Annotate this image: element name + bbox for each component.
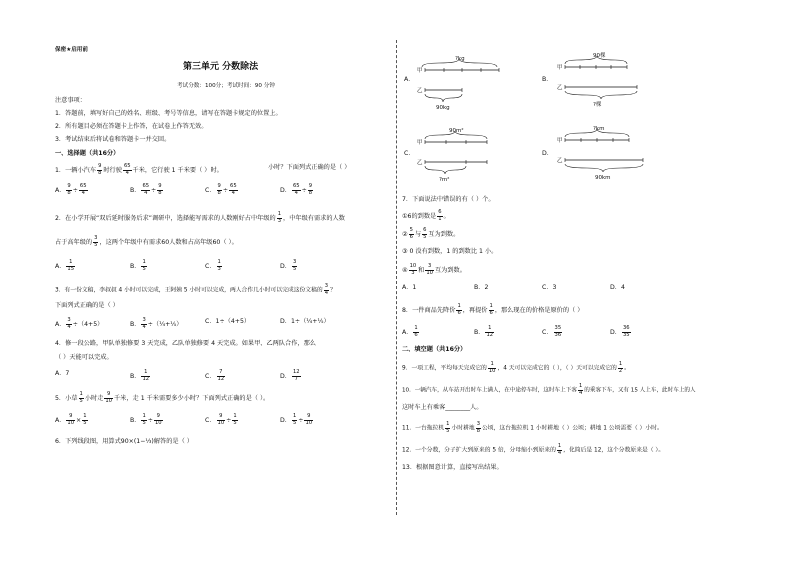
right-column <box>402 0 747 562</box>
q2-option-b[interactable]: B． $\frac{1}{5}$ <box>130 259 146 272</box>
svg-text:甲: 甲 <box>417 140 423 146</box>
q8-stem: 8．一件商品先降价 $\frac{1}{6}$ ，再提价 $\frac{1}{6}$ ，那么现在的价格是原价的（ ） <box>402 303 584 316</box>
svg-text:90kg: 90kg <box>436 105 450 111</box>
q1-option-b[interactable]: B． $\frac{65}{4}$ ÷ $\frac{9}{8}$ <box>130 183 162 196</box>
diagram-b <box>557 52 647 114</box>
q10-line2: 这时车上有乘客________人。 <box>402 404 483 411</box>
q1-stem: 1．一辆小汽车 $\frac{9}{8}$ 时行驶 $\frac{65}{4}$ 千米，它行驶 1 千米要（ ）时。 <box>55 163 223 176</box>
q1-option-d[interactable]: D． $\frac{65}{4}$ ÷ $\frac{9}{8}$ <box>280 183 313 196</box>
left-column <box>55 0 390 562</box>
q1-post: 小时？下面列式正确的是（ ） <box>268 164 351 171</box>
svg-text:甲: 甲 <box>557 138 563 144</box>
diagram-b-label: B． <box>542 76 553 83</box>
q2-option-a[interactable]: A． $\frac{1}{15}$ <box>55 259 75 272</box>
svg-text:乙: 乙 <box>557 158 563 164</box>
q5-option-a[interactable]: A． $\frac{9}{10}$ × $\frac{1}{5}$ <box>55 413 87 426</box>
q1-option-a[interactable]: A． $\frac{9}{8}$ ÷ $\frac{65}{4}$ <box>55 183 87 196</box>
q2-option-d[interactable]: D． $\frac{3}{5}$ <box>280 259 297 272</box>
q7-statement-2: ② $\frac{5}{6}$ 与 $\frac{6}{5}$ 互为到数。 <box>402 227 460 240</box>
q4-option-b[interactable]: B． $\frac{1}{12}$ <box>130 369 150 382</box>
diagram-d-label: D． <box>542 150 553 157</box>
q3-line2: 下面列式正确的是（ ） <box>55 302 119 309</box>
svg-text:90棵: 90棵 <box>593 53 606 59</box>
q7-option-a[interactable]: A．1 <box>402 284 417 291</box>
svg-text:乙: 乙 <box>557 85 563 91</box>
q7-statement-3: ③ 0 没有到数，1 的到数比 1 小。 <box>402 248 498 255</box>
q5-stem: 5．小草 $\frac{1}{5}$ 小时走 $\frac{9}{10}$ 千米，走 1 千米需要多少小时？下面列式正确的是（ ）。 <box>55 391 270 404</box>
svg-text:?棵: ?棵 <box>593 102 602 108</box>
q1-frac-2: $\frac{65}{4}$ <box>123 163 131 176</box>
svg-text:90km: 90km <box>595 175 611 181</box>
q7-option-c[interactable]: C．3 <box>542 284 557 291</box>
q2-option-c[interactable]: C． $\frac{1}{3}$ <box>205 259 221 272</box>
diagram-a-label: A． <box>404 76 415 83</box>
page-title: 第三单元 分数除法 <box>183 62 259 72</box>
q3-line1: 3．有一份文稿，李叔叔 4 小时可以完成，王阿姨 5 小时可以完成，两人合作几小时可以完成这份文稿的 $\frac{3}{4}$ ？ <box>55 283 336 296</box>
diagram-a <box>417 55 507 117</box>
q5-option-d[interactable]: D． $\frac{1}{5}$ ÷ $\frac{9}{10}$ <box>280 413 313 426</box>
q3-option-a[interactable]: A． $\frac{3}{4}$ ÷（4+5） <box>55 317 104 330</box>
q13-stem: 13．根据图意计算，直接写出结果。 <box>402 464 503 471</box>
q7-statement-4: ④ $\frac{10}{3}$ 和 $\frac{3}{10}$ 互为到数。 <box>402 263 466 276</box>
q5-option-c[interactable]: C． $\frac{9}{10}$ ÷ $\frac{1}{5}$ <box>205 413 237 426</box>
diagram-d <box>557 125 652 187</box>
exam-meta: 考试分数：100分；考试时间：90 分钟 <box>177 83 275 89</box>
svg-text:乙: 乙 <box>417 88 423 94</box>
secret-label: 保密★启用前 <box>55 47 88 53</box>
q4-line2: （ ）天能可以完成。 <box>55 354 113 361</box>
notice-item-2: 2．所有题目必须在答题卡上作答，在试卷上作答无效。 <box>55 123 208 130</box>
svg-text:甲: 甲 <box>557 65 563 71</box>
q4-line1: 4．修一段公路，甲队单独修要 3 天完成，乙队单独修要 4 天完成。如果甲、乙两队合作，那么 <box>55 340 316 347</box>
column-divider <box>396 40 397 515</box>
q4-option-a[interactable]: A．7 <box>55 370 70 377</box>
q12-stem: 12．一个分数，分子扩大到原来的 5 倍，分母缩小到原来的 $\frac{1}{4}$ ，化简后是 12，这个分数原来是（ ）。 <box>402 443 665 456</box>
q1-frac-1: $\frac{9}{8}$ <box>98 163 102 176</box>
q8-option-d[interactable]: D． $\frac{36}{35}$ <box>610 325 630 338</box>
q5-option-b[interactable]: B． $\frac{1}{5}$ ÷ $\frac{9}{10}$ <box>130 413 162 426</box>
q10-line1: 10．一辆汽车，从车站开出时车上满人，在中途停车时，这时车上下客 $\frac{1}{4}$ 的乘客下车，又有 15 人上车，此时车上的人 <box>402 383 696 396</box>
q7-option-b[interactable]: B．2 <box>474 284 489 291</box>
q2-line2: 占于高年级的 $\frac{3}{5}$ ，这两个年级中有需求60人数和占高年级60（ ）。 <box>55 235 238 248</box>
svg-text:?km: ?km <box>593 126 605 132</box>
diagram-c <box>417 127 507 189</box>
q1-option-c[interactable]: C． $\frac{9}{8}$ ÷ $\frac{65}{4}$ <box>205 183 237 196</box>
diagram-c-label: C． <box>404 150 415 157</box>
q7-option-d[interactable]: D．4 <box>610 284 625 291</box>
q11-stem: 11．一台拖拉机 $\frac{1}{5}$ 小时耕地 $\frac{3}{8}$ 公顷，这台拖拉机 1 小时耕地（ ）公顷；耕地 1 公顷需要（ ）小时。 <box>402 421 663 434</box>
section1-heading: 一、选择题（共16分） <box>55 150 120 157</box>
q8-option-c[interactable]: C． $\frac{35}{36}$ <box>542 325 562 338</box>
notice-heading: 注意事项： <box>55 97 86 104</box>
q8-option-a[interactable]: A． $\frac{1}{6}$ <box>402 325 418 338</box>
notice-item-3: 3．考试结束后将试卷和答题卡一并交回。 <box>55 136 171 143</box>
section2-heading: 二、填空题（共16分） <box>402 346 467 353</box>
svg-text:90m²: 90m² <box>449 128 464 134</box>
svg-text:?kg: ?kg <box>455 56 465 62</box>
q7-stem: 7．下面说法中错误的有（ ）个。 <box>402 196 495 203</box>
q6-stem: 6．下列线段图，用算式90×(1−⅓)解答的是（ ） <box>55 438 193 445</box>
q3-option-d[interactable]: D．1÷（¼+⅕） <box>280 318 330 325</box>
q3-option-c[interactable]: C．1÷（4+5） <box>205 318 251 325</box>
q4-option-d[interactable]: D． $\frac{12}{7}$ <box>280 369 300 382</box>
svg-text:乙: 乙 <box>417 160 423 166</box>
q3-option-b[interactable]: B． $\frac{3}{4}$ ÷（¼+⅕） <box>130 317 183 330</box>
svg-text:?m²: ?m² <box>439 177 450 183</box>
q8-option-b[interactable]: B． $\frac{1}{12}$ <box>474 325 494 338</box>
svg-text:甲: 甲 <box>417 68 423 74</box>
notice-item-1: 1．答题前，填写好自己的姓名、班级、考号等信息，请写在答题卡规定的位置上。 <box>55 110 282 117</box>
q9-stem: 9．一项工程，平均每天完成它的 $\frac{1}{10}$ ，4 天可以完成它的（ ），（ ）天可以完成它的 $\frac{1}{2}$ 。 <box>402 361 630 374</box>
q7-statement-1: ①6的到数是 $\frac{6}{1}$ 。 <box>402 209 450 222</box>
q4-option-c[interactable]: C． $\frac{7}{12}$ <box>205 369 225 382</box>
q2-line1: 2．在小学开展“双后延时服务后求”调研中，选择能写需求的人数刚好占中年级的 $\frac{1}{3}$ ，中年级有需求的人数 <box>55 211 345 224</box>
